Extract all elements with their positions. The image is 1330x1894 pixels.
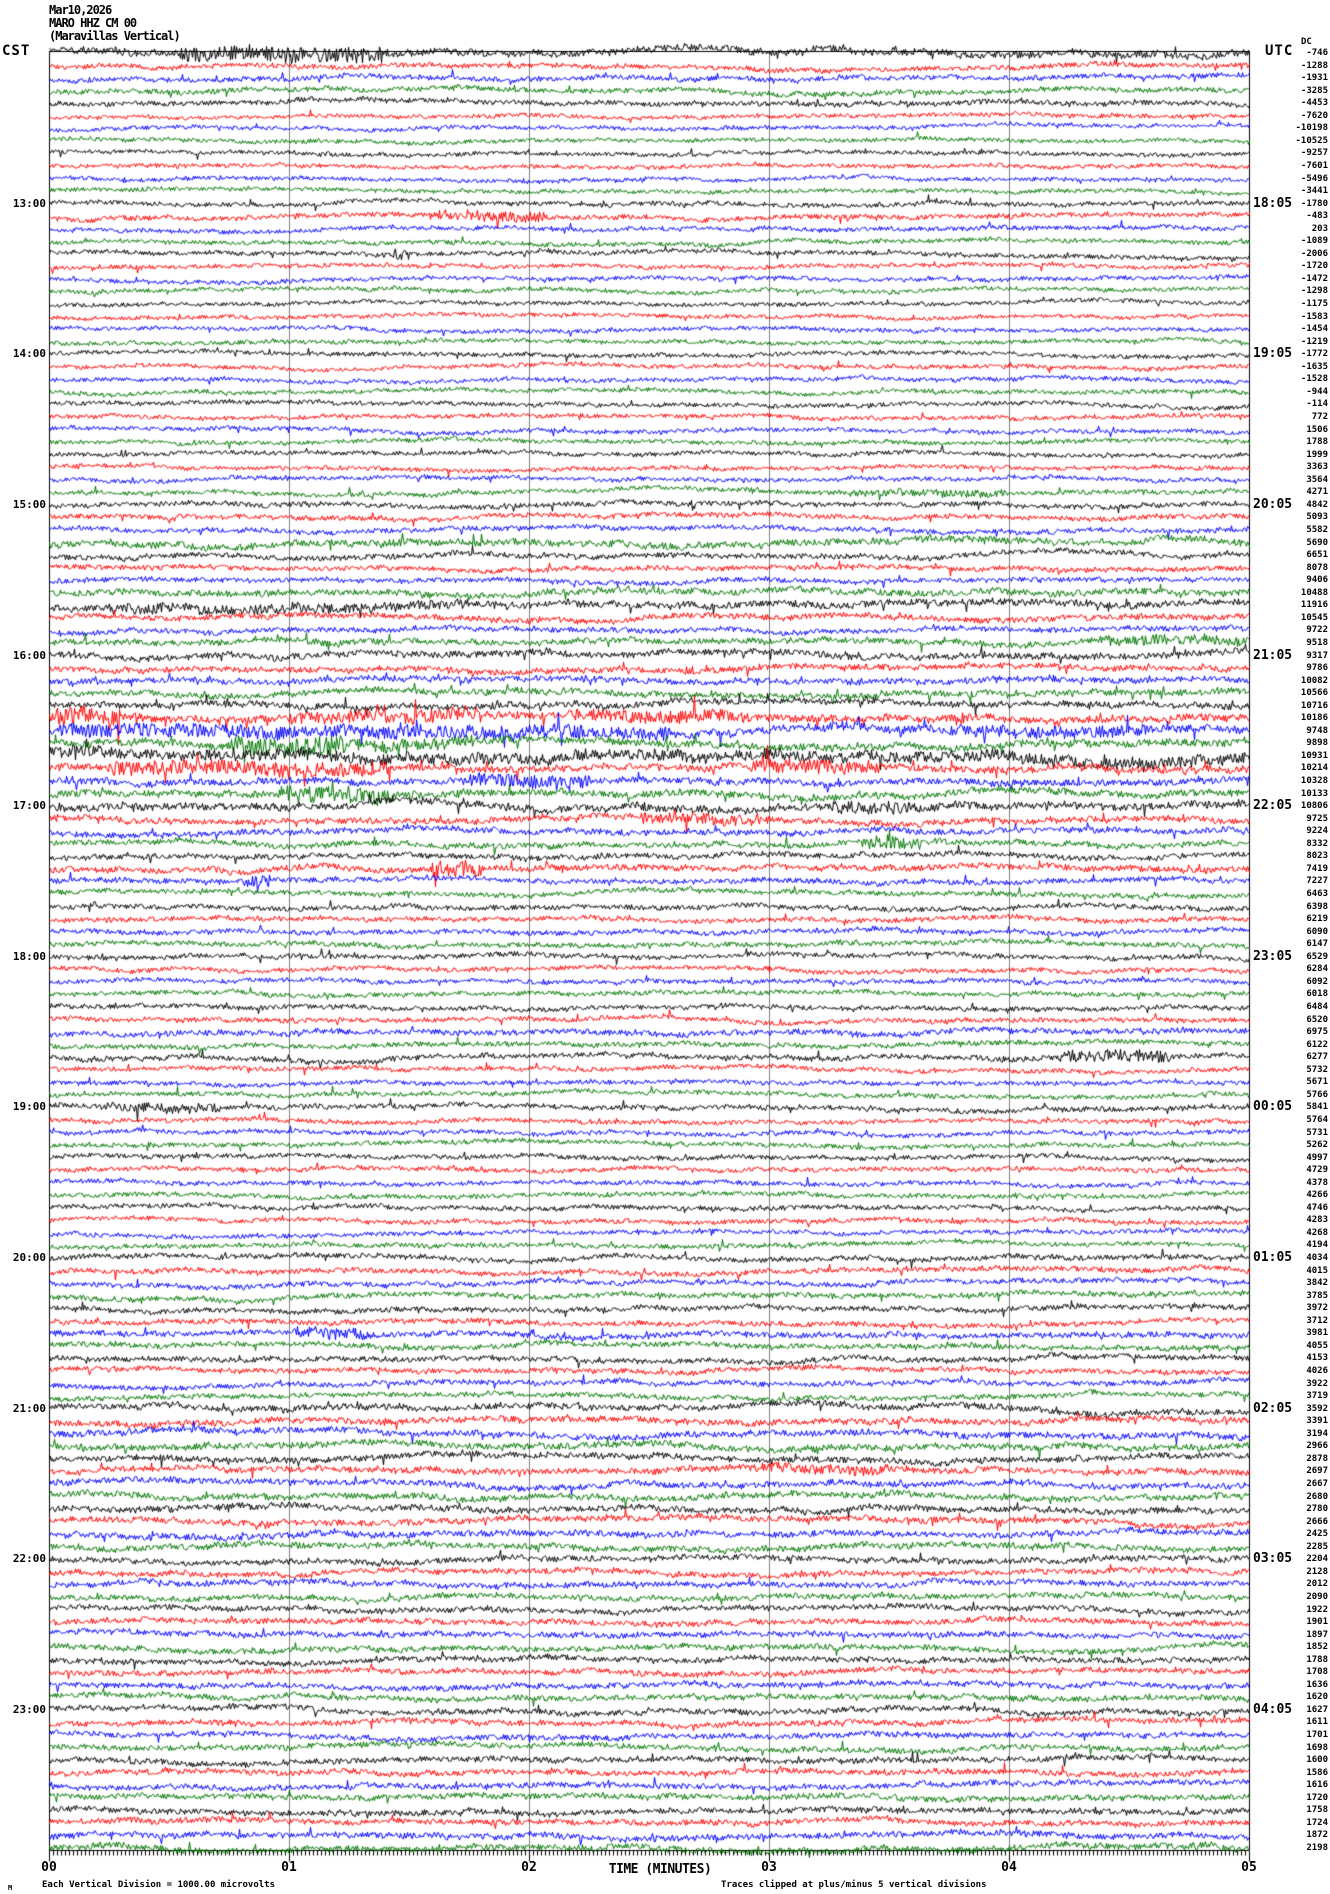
utc-time-label: 04:05 — [1253, 1702, 1293, 1717]
left-timezone-label: CST — [2, 43, 31, 59]
dc-offset-value: 203 — [1311, 224, 1328, 234]
dc-offset-value: 4055 — [1306, 1341, 1328, 1351]
dc-offset-value: 4266 — [1306, 1190, 1328, 1200]
dc-offset-value: 10133 — [1300, 789, 1328, 799]
dc-offset-value: 9725 — [1306, 814, 1328, 824]
dc-offset-value: -2006 — [1300, 249, 1328, 259]
dc-offset-value: 6219 — [1306, 914, 1328, 924]
dc-offset-value: -7601 — [1300, 161, 1328, 171]
utc-time-label: 22:05 — [1253, 798, 1293, 813]
clip-note: Traces clipped at plus/minus 5 vertical divisions — [721, 1880, 987, 1890]
dc-offset-value: 6092 — [1306, 977, 1328, 987]
dc-offset-value: 2966 — [1306, 1441, 1328, 1451]
dc-offset-value: 2128 — [1306, 1567, 1328, 1577]
dc-offset-value: 3363 — [1306, 462, 1328, 472]
dc-offset-value: -1288 — [1300, 61, 1328, 71]
dc-offset-value: 10488 — [1300, 588, 1328, 598]
dc-offset-value: -1089 — [1300, 236, 1328, 246]
dc-offset-value: 4026 — [1306, 1366, 1328, 1376]
dc-offset-value: 10186 — [1300, 713, 1328, 723]
dc-offset-value: 2012 — [1306, 1579, 1328, 1589]
dc-offset-value: -746 — [1306, 48, 1328, 58]
dc-offset-value: 10328 — [1300, 776, 1328, 786]
dc-offset-value: 2697 — [1306, 1466, 1328, 1476]
dc-offset-value: -1219 — [1300, 337, 1328, 347]
dc-offset-value: 1788 — [1306, 437, 1328, 447]
title-date: Mar10,2026 — [49, 3, 112, 17]
title-station-code: MARO HHZ CM 00 — [49, 16, 137, 30]
cst-time-label: 20:00 — [12, 1251, 46, 1264]
dc-offset-value: 1616 — [1306, 1780, 1328, 1790]
dc-offset-value: 3592 — [1306, 1404, 1328, 1414]
dc-offset-value: 3785 — [1306, 1291, 1328, 1301]
dc-offset-value: 5731 — [1306, 1128, 1328, 1138]
dc-offset-value: 4034 — [1306, 1253, 1328, 1263]
utc-time-label: 19:05 — [1253, 346, 1293, 361]
dc-offset-value: -114 — [1306, 399, 1328, 409]
dc-offset-value: 6975 — [1306, 1027, 1328, 1037]
dc-offset-value: 10082 — [1300, 676, 1328, 686]
cst-time-label: 16:00 — [12, 649, 46, 662]
dc-offset-value: 5671 — [1306, 1077, 1328, 1087]
dc-offset-value: 6463 — [1306, 889, 1328, 899]
dc-offset-value: 5841 — [1306, 1102, 1328, 1112]
dc-offset-value: -7620 — [1300, 111, 1328, 121]
dc-offset-value: 5690 — [1306, 538, 1328, 548]
dc-offset-value: 1620 — [1306, 1692, 1328, 1702]
dc-offset-value: -1175 — [1300, 299, 1328, 309]
utc-time-label: 21:05 — [1253, 648, 1293, 663]
dc-offset-value: -4453 — [1300, 98, 1328, 108]
right-timezone-label: UTC — [1265, 43, 1294, 59]
dc-offset-value: 10931 — [1300, 751, 1328, 761]
dc-offset-value: 10716 — [1300, 701, 1328, 711]
dc-offset-value: -10525 — [1295, 136, 1328, 146]
dc-offset-value: 2666 — [1306, 1517, 1328, 1527]
dc-offset-value: 4194 — [1306, 1240, 1328, 1250]
dc-offset-value: 4015 — [1306, 1266, 1328, 1276]
dc-offset-value: 5093 — [1306, 512, 1328, 522]
dc-offset-value: 2667 — [1306, 1479, 1328, 1489]
dc-offset-value: 2680 — [1306, 1492, 1328, 1502]
dc-offset-value: 8078 — [1306, 563, 1328, 573]
cst-time-label: 19:00 — [12, 1100, 46, 1113]
title-station-name: (Maravillas Vertical) — [49, 29, 180, 43]
dc-offset-value: 9748 — [1306, 726, 1328, 736]
dc-offset-value: 9898 — [1306, 738, 1328, 748]
dc-offset-value: 1724 — [1306, 1818, 1328, 1828]
x-tick-label: 02 — [521, 1860, 537, 1875]
dc-offset-value: 1586 — [1306, 1768, 1328, 1778]
dc-offset-value: 9406 — [1306, 575, 1328, 585]
dc-offset-value: 1852 — [1306, 1642, 1328, 1652]
utc-time-label: 00:05 — [1253, 1099, 1293, 1114]
dc-offset-value: 772 — [1311, 412, 1328, 422]
units-mark: M — [8, 1884, 13, 1892]
dc-offset-value: 4997 — [1306, 1153, 1328, 1163]
dc-offset-value: 4378 — [1306, 1178, 1328, 1188]
dc-offset-value: 4271 — [1306, 487, 1328, 497]
cst-time-label: 22:00 — [12, 1552, 46, 1565]
dc-offset-value: 10566 — [1300, 688, 1328, 698]
cst-time-label: 15:00 — [12, 498, 46, 511]
dc-offset-value: 9518 — [1306, 638, 1328, 648]
dc-offset-value: 3391 — [1306, 1416, 1328, 1426]
dc-offset-value: -10198 — [1295, 123, 1328, 133]
dc-offset-value: -1635 — [1300, 362, 1328, 372]
dc-offset-value: 5732 — [1306, 1065, 1328, 1075]
dc-offset-value: 6147 — [1306, 939, 1328, 949]
dc-offset-value: 1922 — [1306, 1605, 1328, 1615]
dc-offset-value: -1583 — [1300, 312, 1328, 322]
dc-offset-value: 9224 — [1306, 826, 1328, 836]
dc-offset-value: 10214 — [1300, 763, 1328, 773]
dc-offset-value: 5764 — [1306, 1115, 1328, 1125]
dc-offset-value: 6529 — [1306, 952, 1328, 962]
dc-offset-value: 2198 — [1306, 1843, 1328, 1853]
dc-offset-value: -1931 — [1300, 73, 1328, 83]
x-tick-label: 00 — [41, 1860, 57, 1875]
dc-offset-value: 8023 — [1306, 851, 1328, 861]
cst-time-label: 14:00 — [12, 347, 46, 360]
dc-offset-value: 4268 — [1306, 1228, 1328, 1238]
dc-offset-value: 6277 — [1306, 1052, 1328, 1062]
dc-offset-value: 7419 — [1306, 864, 1328, 874]
dc-offset-value: 6018 — [1306, 989, 1328, 999]
dc-offset-value: 1506 — [1306, 425, 1328, 435]
dc-offset-value: 6520 — [1306, 1015, 1328, 1025]
dc-offset-value: 9722 — [1306, 625, 1328, 635]
dc-offset-value: 4153 — [1306, 1353, 1328, 1363]
dc-offset-value: 1636 — [1306, 1680, 1328, 1690]
scale-note: Each Vertical Division = 1000.00 microvolts — [42, 1880, 275, 1890]
utc-time-label: 03:05 — [1253, 1551, 1293, 1566]
dc-offset-value: -1528 — [1300, 374, 1328, 384]
x-tick-label: 01 — [281, 1860, 297, 1875]
dc-offset-value: 11916 — [1300, 600, 1328, 610]
cst-time-label: 13:00 — [12, 197, 46, 210]
dc-offset-value: 2878 — [1306, 1454, 1328, 1464]
dc-offset-value: 10545 — [1300, 613, 1328, 623]
dc-offset-value: 1901 — [1306, 1617, 1328, 1627]
dc-offset-value: 5262 — [1306, 1140, 1328, 1150]
dc-offset-value: -5496 — [1300, 174, 1328, 184]
cst-time-label: 21:00 — [12, 1402, 46, 1415]
dc-offset-value: 1600 — [1306, 1755, 1328, 1765]
dc-offset-value: -3441 — [1300, 186, 1328, 196]
utc-time-label: 23:05 — [1253, 949, 1293, 964]
utc-time-label: 20:05 — [1253, 497, 1293, 512]
dc-offset-value: 6484 — [1306, 1002, 1328, 1012]
dc-offset-value: 1897 — [1306, 1630, 1328, 1640]
dc-offset-value: 1627 — [1306, 1705, 1328, 1715]
dc-offset-value: 1720 — [1306, 1793, 1328, 1803]
dc-offset-value: 3194 — [1306, 1429, 1328, 1439]
dc-offset-value: 2090 — [1306, 1592, 1328, 1602]
utc-time-label: 01:05 — [1253, 1250, 1293, 1265]
dc-offset-value: 4842 — [1306, 500, 1328, 510]
dc-offset-value: 2780 — [1306, 1504, 1328, 1514]
cst-time-label: 17:00 — [12, 799, 46, 812]
dc-offset-value: 3842 — [1306, 1278, 1328, 1288]
dc-offset-value: 1701 — [1306, 1730, 1328, 1740]
x-tick-label: 04 — [1001, 1860, 1017, 1875]
dc-offset-value: 4283 — [1306, 1215, 1328, 1225]
cst-time-label: 18:00 — [12, 950, 46, 963]
dc-offset-value: 8332 — [1306, 839, 1328, 849]
dc-offset-value: -1780 — [1300, 199, 1328, 209]
dc-offset-value: 4746 — [1306, 1203, 1328, 1213]
dc-offset-value: 9317 — [1306, 651, 1328, 661]
dc-column-label: DC — [1301, 37, 1312, 47]
dc-offset-value: 6651 — [1306, 550, 1328, 560]
dc-offset-value: -1720 — [1300, 261, 1328, 271]
utc-time-label: 18:05 — [1253, 196, 1293, 211]
dc-offset-value: -1772 — [1300, 349, 1328, 359]
dc-offset-value: -483 — [1306, 211, 1328, 221]
dc-offset-value: 1611 — [1306, 1717, 1328, 1727]
dc-offset-value: 4729 — [1306, 1165, 1328, 1175]
dc-offset-value: 3712 — [1306, 1316, 1328, 1326]
dc-offset-value: 6090 — [1306, 927, 1328, 937]
dc-offset-value: 2285 — [1306, 1542, 1328, 1552]
dc-offset-value: -944 — [1306, 387, 1328, 397]
dc-offset-value: 2425 — [1306, 1529, 1328, 1539]
dc-offset-value: -1298 — [1300, 286, 1328, 296]
dc-offset-value: -1454 — [1300, 324, 1328, 334]
x-tick-label: 03 — [761, 1860, 777, 1875]
dc-offset-value: 6284 — [1306, 964, 1328, 974]
dc-offset-value: 6122 — [1306, 1040, 1328, 1050]
dc-offset-value: 3922 — [1306, 1379, 1328, 1389]
dc-offset-value: -9257 — [1300, 148, 1328, 158]
dc-offset-value: 1758 — [1306, 1805, 1328, 1815]
dc-offset-value: 2204 — [1306, 1554, 1328, 1564]
dc-offset-value: 1708 — [1306, 1667, 1328, 1677]
dc-offset-value: 1872 — [1306, 1830, 1328, 1840]
dc-offset-value: 5582 — [1306, 525, 1328, 535]
dc-offset-value: 9786 — [1306, 663, 1328, 673]
dc-offset-value: 1999 — [1306, 450, 1328, 460]
dc-offset-value: 1788 — [1306, 1655, 1328, 1665]
dc-offset-value: 6398 — [1306, 902, 1328, 912]
utc-time-label: 02:05 — [1253, 1401, 1293, 1416]
dc-offset-value: 10806 — [1300, 801, 1328, 811]
dc-offset-value: -3285 — [1300, 86, 1328, 96]
dc-offset-value: -1472 — [1300, 274, 1328, 284]
dc-offset-value: 3981 — [1306, 1328, 1328, 1338]
dc-offset-value: 1698 — [1306, 1743, 1328, 1753]
x-tick-label: 05 — [1241, 1860, 1257, 1875]
dc-offset-value: 3972 — [1306, 1303, 1328, 1313]
dc-offset-value: 7227 — [1306, 876, 1328, 886]
x-axis-title: TIME (MINUTES) — [608, 1862, 712, 1877]
dc-offset-value: 5766 — [1306, 1090, 1328, 1100]
dc-offset-value: 3719 — [1306, 1391, 1328, 1401]
dc-offset-value: 3564 — [1306, 475, 1328, 485]
cst-time-label: 23:00 — [12, 1703, 46, 1716]
